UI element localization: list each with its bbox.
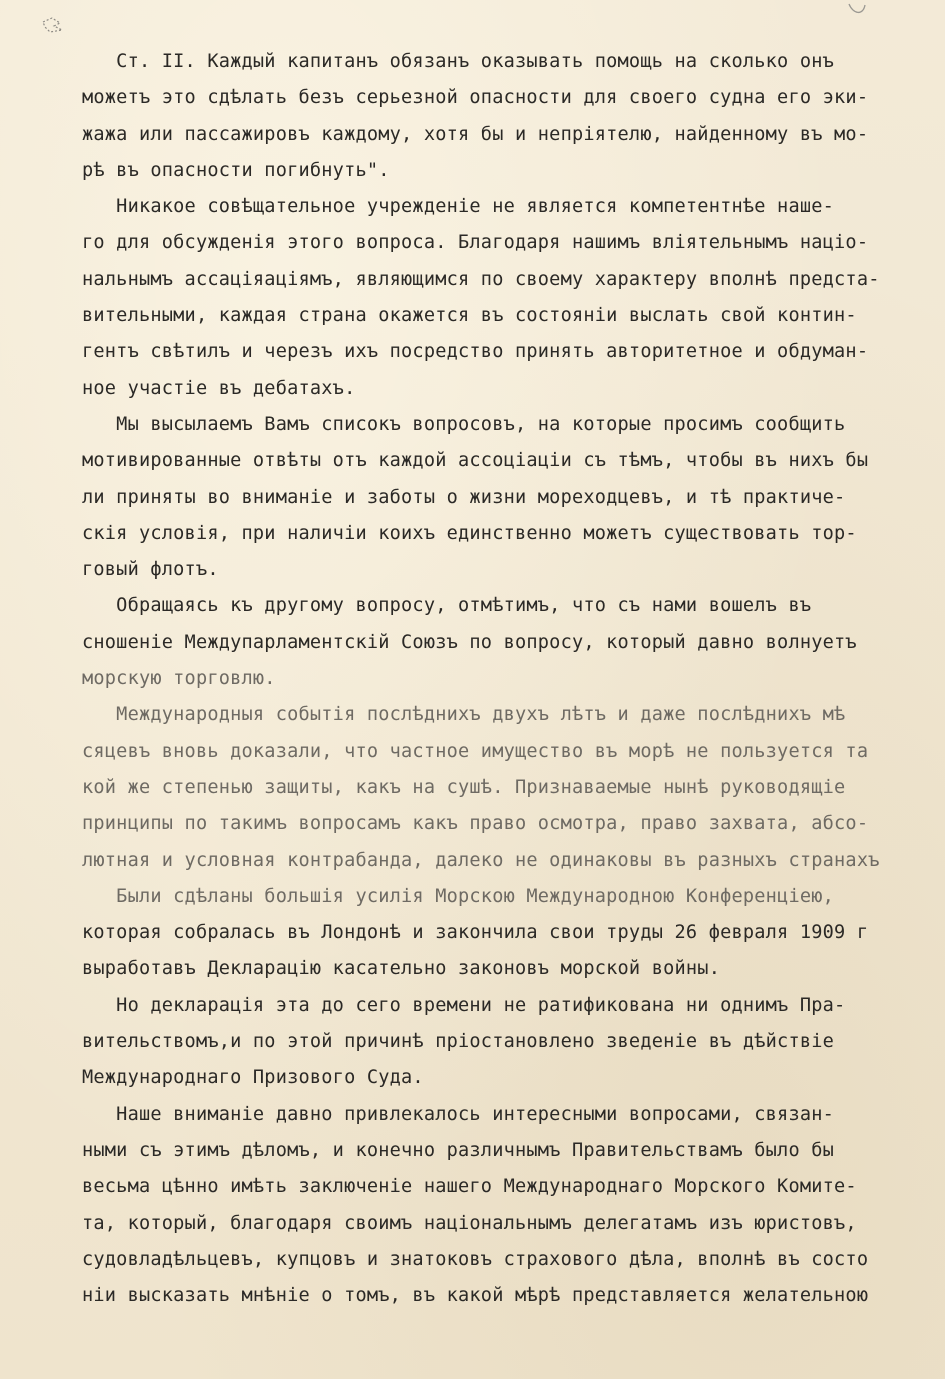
text-line: Международнаго Призового Суда. — [82, 1067, 424, 1089]
text-line: лютная и условная контрабанда, далеко не одинаковы въ разныхъ странахъ — [82, 849, 880, 871]
text-line: рѣ въ опасности погибнуть". — [82, 159, 390, 181]
text-line: морскую торговлю. — [82, 668, 276, 690]
text-line: весьма цѣнно имѣть заключеніе нашего Международнаго Морского Комите- — [82, 1176, 857, 1198]
text-line: Обращаясь къ другому вопросу, отмѣтимъ, что съ нами вошелъ въ — [82, 595, 812, 617]
text-line: можетъ это сдѣлать безъ серьезной опасности для своего судна его эки- — [82, 87, 869, 109]
text-line: Наше вниманіе давно привлекалось интересными вопросами, связан- — [82, 1103, 835, 1125]
text-line: нальнымъ ассаціяаціямъ, являющимся по своему характеру вполнѣ предста- — [82, 268, 880, 290]
text-line: сношеніе Междупарламентскій Союзъ по вопросу, который давно волнуетъ — [82, 631, 857, 653]
text-line: вительствомъ,и по этой причинѣ пріостановлено зведеніе въ дѣйствіе — [82, 1031, 835, 1053]
text-line: принципы по такимъ вопросамъ какъ право осмотра, право захвата, абсо- — [82, 813, 869, 835]
text-line: Мы высылаемъ Вамъ списокъ вопросовъ, на которые просимъ сообщить — [82, 413, 846, 435]
text-line: ное участіе въ дебатахъ. — [82, 377, 356, 399]
text-line: судовладѣльцевъ, купцовъ и знатоковъ страхового дѣла, вполнѣ въ состо — [82, 1248, 869, 1270]
ink-smudge-icon — [40, 14, 68, 36]
text-line: Международныя событія послѣднихъ двухъ лѣтъ и даже послѣднихъ мѣ — [82, 704, 846, 726]
text-line: вительными, каждая страна окажется въ состояніи выслать свой контин- — [82, 305, 857, 327]
text-line: та, который, благодаря своимъ національнымъ делегатамъ изъ юристовъ, — [82, 1212, 857, 1234]
text-line: кой же степенью защиты, какъ на сушѣ. Признаваемые нынѣ руководящіе — [82, 776, 846, 798]
text-line: ніи высказать мнѣніе о томъ, въ какой мѣрѣ представляется желательною — [82, 1285, 869, 1307]
pencil-mark-icon — [843, 2, 873, 24]
text-line: сяцевъ вновь доказали, что частное имущество въ морѣ не пользуется та — [82, 740, 869, 762]
text-line: го для обсужденія этого вопроса. Благодаря нашимъ вліятельнымъ націо- — [82, 232, 869, 254]
text-line: говый флотъ. — [82, 559, 219, 581]
text-line: ными съ этимъ дѣломъ, и конечно различнымъ Правительствамъ было бы — [82, 1139, 835, 1161]
text-line: Но декларація эта до сего времени не ратификована ни однимъ Пра- — [82, 994, 846, 1016]
text-line: ли приняты во вниманіе и заботы о жизни мореходцевъ, и тѣ практиче- — [82, 486, 846, 508]
text-line: которая собралась въ Лондонѣ и закончила свои труды 26 февраля 1909 г — [82, 922, 869, 944]
text-line: жажа или пассажировъ каждому, хотя бы и непріятелю, найденному въ мо- — [82, 123, 869, 145]
text-line: выработавъ Декларацію касательно законовъ морской войны. — [82, 958, 721, 980]
document-body — [82, 44, 924, 1314]
text-line: Были сдѣланы большія усилія Морскою Международною Конференціею, — [82, 885, 835, 907]
text-line: гентъ свѣтилъ и черезъ ихъ посредство принять авторитетное и обдуман- — [82, 341, 869, 363]
text-line: скія условія, при наличіи коихъ единственно можетъ существовать тор- — [82, 522, 857, 544]
text-line: Ст. II. Каждый капитанъ обязанъ оказывать помощь на сколько онъ — [82, 51, 835, 72]
text-line: Никакое совѣщательное учрежденіе не является компетентнѣе наше- — [82, 196, 835, 218]
text-line: мотивированные отвѣты отъ каждой ассоціаціи съ тѣмъ, чтобы въ нихъ бы — [82, 450, 869, 472]
